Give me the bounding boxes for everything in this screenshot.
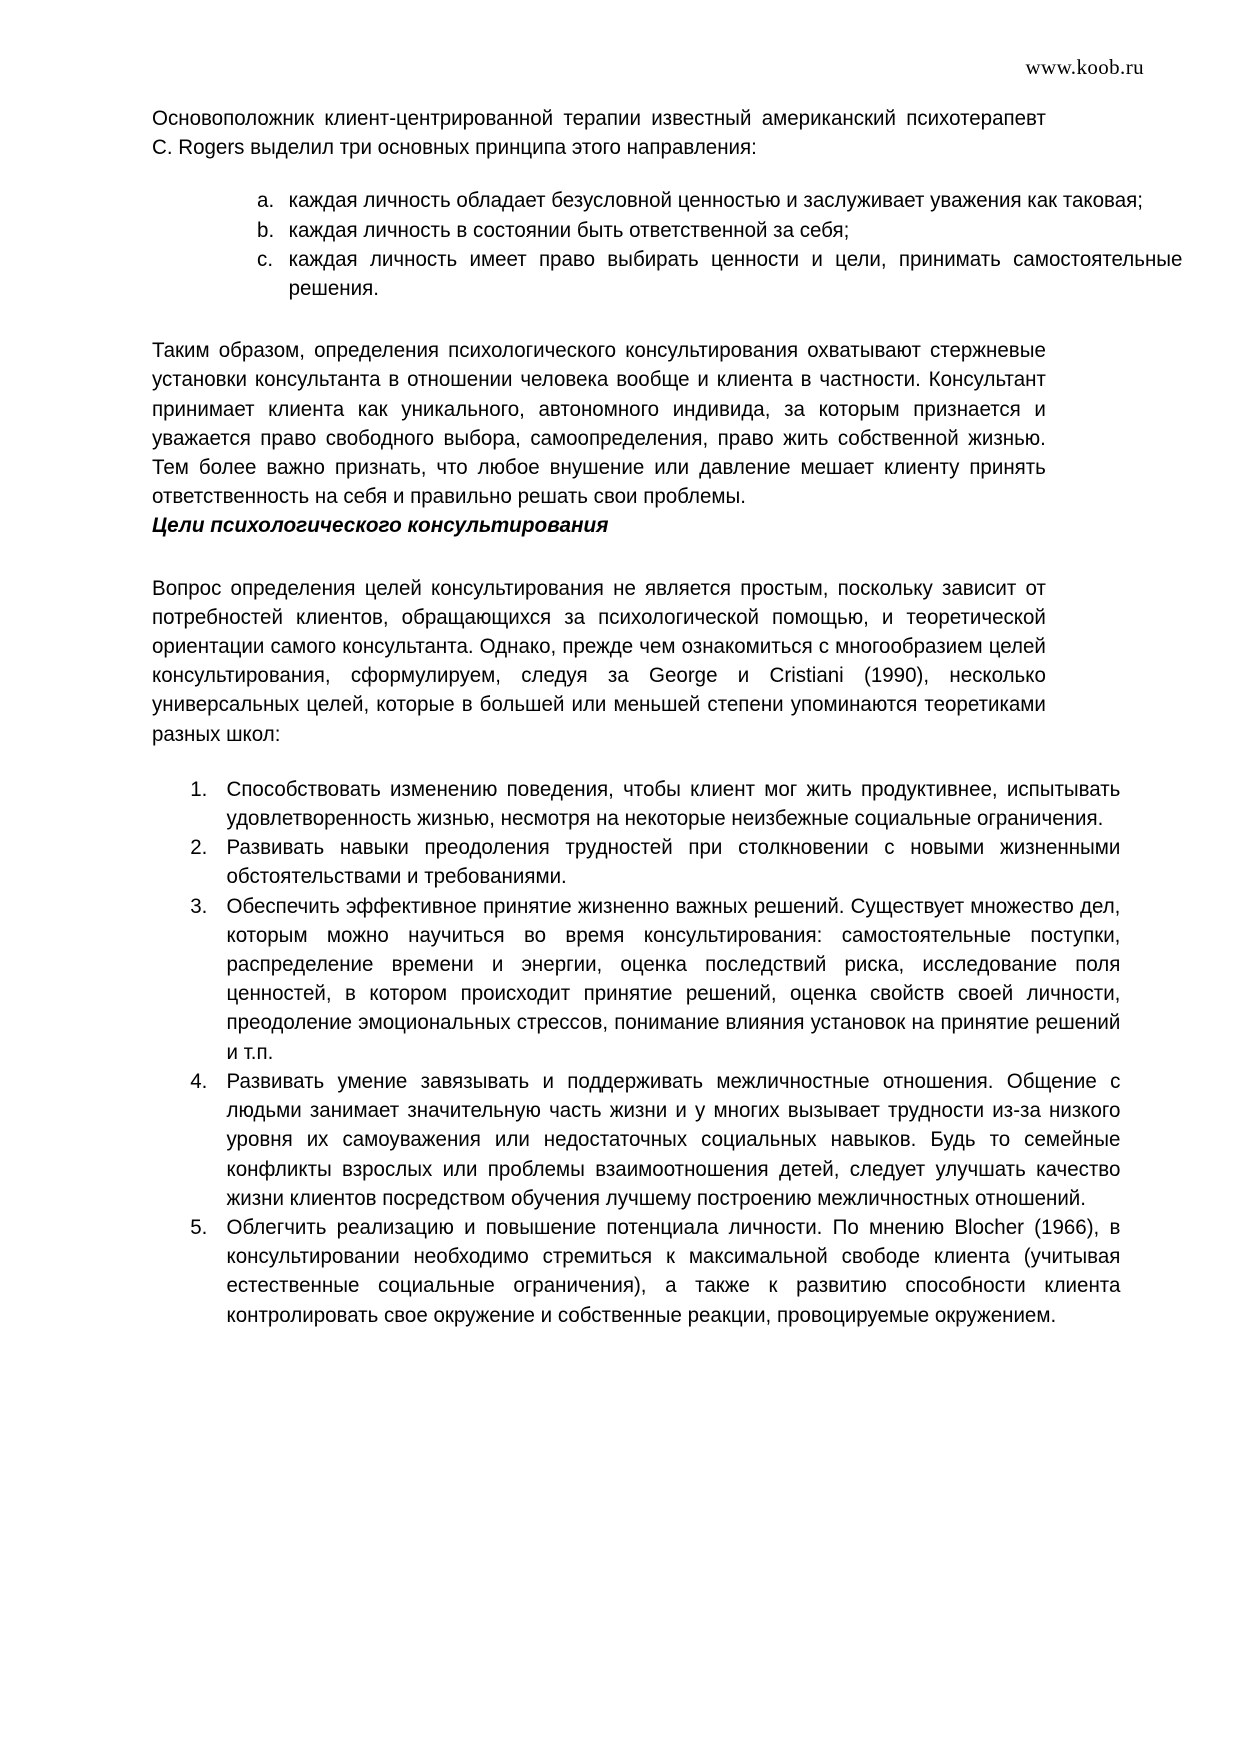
- site-url-header: www.koob.ru: [1025, 55, 1144, 79]
- principles-list: [152, 186, 1183, 303]
- list-item: Развивать умение завязывать и поддерживать межличностные отношения. Общение с людьми занимает значительную часть жизни и у многих вызывает трудности из-за низкого уровня их самоуважения или недостаточных социальных навыков. Будь то семейные конфликты взрослых или проблемы взаимоотношения детей, следует улучшать качество жизни клиентов посредством обучения лучшему построению межличностных отношений.: [226, 1068, 1121, 1210]
- list-item: каждая личность обладает безусловной ценностью и заслуживает уважения как таковая;: [288, 188, 1143, 213]
- section-heading: Цели психологического консультирования: [152, 513, 609, 538]
- list-item: Обеспечить эффективное принятие жизненно важных решений. Существует множество дел, которым можно научиться во время консультирования: самостоятельные поступки, распределение времени и энергии, оценка последствий риска, исследование поля ценностей, в котором происходит принятие решений, оценка свойств своей личности, преодоление эмоциональных стрессов, понимание влияния установок на принятие решений и т.п.: [226, 893, 1121, 1064]
- page-content: [152, 104, 1183, 1330]
- goals-list: [152, 775, 1121, 1330]
- list-item: каждая личность в состоянии быть ответственной за себя;: [288, 217, 850, 242]
- goals-intro-paragraph: Вопрос определения целей консультирования не является простым, поскольку зависит от потребностей клиентов, обращающихся за психологической помощью, и теоретической ориентации самого консультанта. Однако, прежде чем ознакомиться с многообразием целей консультирования, сформулируем, следуя за George и Cristiani (1990), несколько универсальных целей, которые в большей или меньшей степени упоминаются теоретиками разных школ:: [152, 575, 1046, 746]
- intro-paragraph: Основоположник клиент-центрированной терапии известный американский психотерапевт C. Rogers выделил три основных принципа этого направления:: [152, 106, 1046, 160]
- list-item: Развивать навыки преодоления трудностей при столкновении с новыми жизненными обстоятельствами и требованиями.: [226, 835, 1121, 889]
- list-item: Способствовать изменению поведения, чтобы клиент мог жить продуктивнее, испытывать удовлетворенность жизнью, несмотря на некоторые неизбежные социальные ограничения.: [226, 776, 1121, 831]
- list-item: Облегчить реализацию и повышение потенциала личности. По мнению Blocher (1966), в консультировании необходимо стремиться к максимальной свободе клиента (учитывая естественные социальные ограничения), а также к развитию способности клиента контролировать свое окружение и собственные реакции, провоцируемые окружением.: [226, 1214, 1121, 1327]
- summary-paragraph: Таким образом, определения психологического консультирования охватывают стержневые установки консультанта в отношении человека вообще и клиента в частности. Консультант принимает клиента как уникального, автономного индивида, за которым признается и уважается право свободного выбора, самоопределения, право жить собственной жизнью. Тем более важно признать, что любое внушение или давление мешает клиенту принять ответственность на себя и правильно решать свои проблемы.: [152, 338, 1046, 509]
- list-item: каждая личность имеет право выбирать ценности и цели, принимать самостоятельные решения.: [288, 246, 1183, 301]
